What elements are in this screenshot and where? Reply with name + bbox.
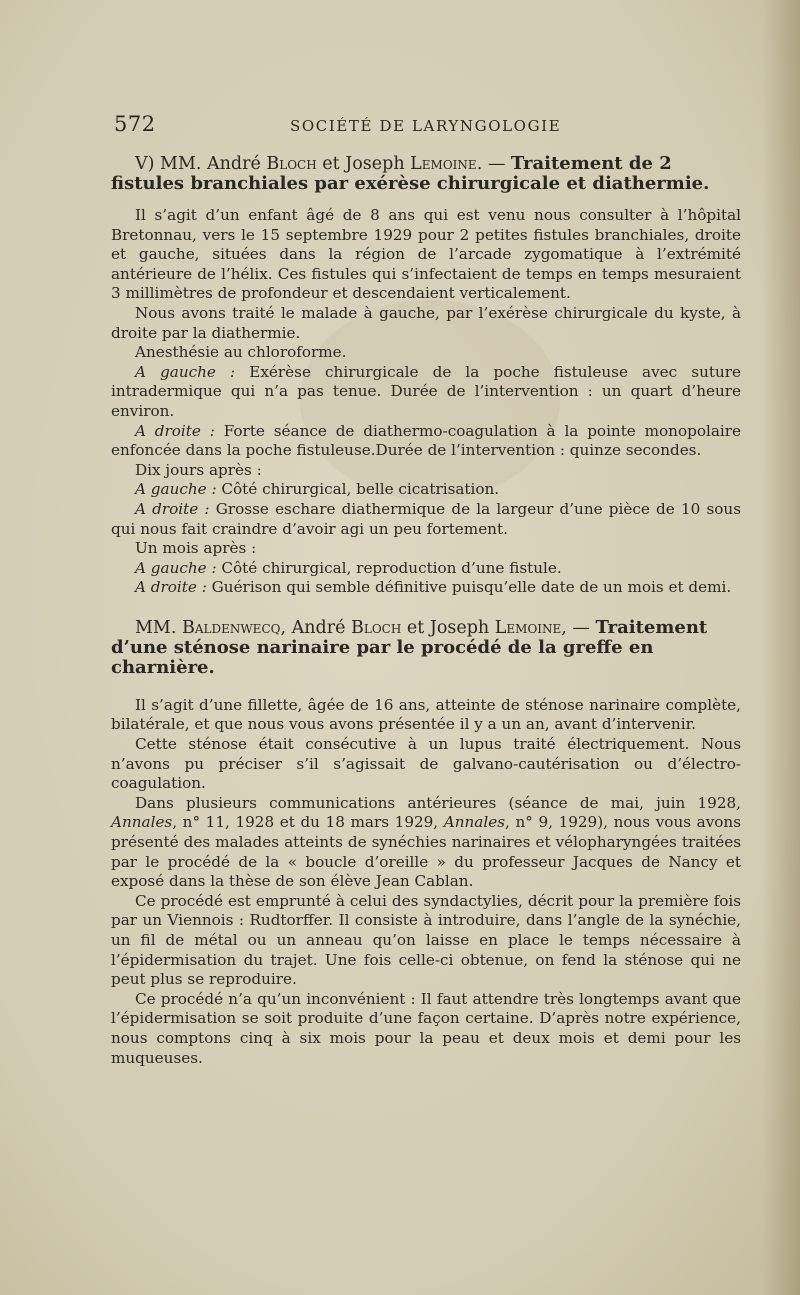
paragraph: Ce procédé n’a qu’un inconvénient : Il faut attendre très longtemps avant que l’épidermisation se soit produite d’une façon certaine. D’après notre expérience, nous comptons cinq à six mois pour la peau et deux mois et demi pour les muqueuses. bbox=[111, 989, 741, 1067]
author-name: Bloch bbox=[266, 154, 317, 174]
paragraph bbox=[111, 206, 741, 304]
side-label: A droite : bbox=[135, 578, 207, 597]
journal-reference: Annales bbox=[111, 813, 173, 832]
article-fistules bbox=[111, 154, 741, 598]
paragraph bbox=[111, 480, 741, 500]
title-connector: et Joseph bbox=[316, 154, 411, 174]
paragraph bbox=[111, 500, 741, 539]
paragraph-text: Anesthésie au chloroforme. bbox=[135, 343, 347, 362]
title-connector: , André bbox=[280, 617, 351, 638]
paragraph-text: Forte séance de diathermo-coagulation à la pointe monopolaire enfoncée dans la poche fistuleuse.Durée de l’intervention : quinze secondes. bbox=[111, 421, 741, 460]
side-label: A gauche : bbox=[135, 362, 236, 381]
paragraph bbox=[111, 422, 741, 461]
side-label: A gauche : bbox=[135, 558, 217, 577]
paragraph: Ce procédé est emprunté à celui des syndactylies, décrit pour la première fois par un Viennois : Rudtorffer. Il consiste à introduire, dans l’angle de la synéchie, un fil de métal ou un anneau qu’on laisse en place le temps nécessaire à l’épidermisation du trajet. Une fois celle-ci obtenue, on fend la sténose qui ne peut plus se reproduire. bbox=[111, 891, 741, 989]
author-name: Baldenwecq bbox=[181, 617, 281, 638]
paragraph-text: Dix jours après : bbox=[135, 460, 262, 479]
title-prefix: MM. bbox=[135, 617, 182, 638]
title-prefix: V) MM. André bbox=[135, 154, 267, 174]
paragraph bbox=[111, 794, 741, 892]
article-stenose bbox=[111, 618, 741, 1068]
article-title bbox=[111, 154, 741, 194]
author-name: Bloch bbox=[351, 617, 402, 638]
article-heading: Traitement d’une sténose narinaire par le procédé de la greffe en charnière. bbox=[111, 616, 708, 678]
author-name: Lemoine bbox=[494, 617, 562, 638]
side-label: A droite : bbox=[135, 421, 215, 440]
article-heading: Traitement de 2 fistules branchiales par exérèse chirurgicale et diathermie. bbox=[111, 153, 710, 194]
title-dash: . — bbox=[476, 154, 511, 174]
article-title bbox=[111, 618, 741, 678]
paragraph-text: Nous avons traité le malade à gauche, par l’exérèse chirurgicale du kyste, à droite par la diathermie. bbox=[111, 303, 741, 342]
side-label: A gauche : bbox=[135, 480, 217, 499]
side-label: A droite : bbox=[135, 499, 210, 518]
page-edge-shadow bbox=[762, 0, 800, 1295]
running-title: SOCIÉTÉ DE LARYNGOLOGIE bbox=[290, 117, 562, 135]
journal-reference: Annales bbox=[443, 813, 505, 832]
page-body bbox=[111, 154, 741, 1068]
page-header bbox=[114, 112, 754, 142]
paragraph-text: Un mois après : bbox=[135, 539, 257, 558]
paragraph-text: Exérèse chirurgicale de la poche fistuleuse avec suture intradermique qui n’a pas tenue. Durée de l’intervention : un quart d’heure environ. bbox=[111, 362, 741, 420]
paragraph-text: Côté chirurgical, belle cicatrisation. bbox=[216, 480, 500, 499]
title-connector: et Joseph bbox=[401, 617, 495, 638]
paragraph bbox=[111, 461, 741, 481]
article-paragraphs bbox=[111, 206, 741, 598]
paragraph-text: Dans plusieurs communications antérieures (séance de mai, juin 1928, bbox=[135, 793, 741, 812]
paragraph bbox=[111, 539, 741, 559]
paragraph-text: Guérison qui semble définitive puisqu’elle date de un mois et demi. bbox=[206, 578, 732, 597]
paragraph-text: , n° 9, 1929), nous vous avons présenté des malades atteints de synéchies narinaires et vélopharyngées traitées par le procédé de la « boucle d’oreille » du professeur Jacques de Nancy et exposé dans la thèse de son élève Jean Cablan. bbox=[111, 813, 741, 891]
paragraph bbox=[111, 559, 741, 579]
paragraph bbox=[111, 363, 741, 422]
paragraph-text: Il s’agit d’un enfant âgé de 8 ans qui est venu nous consulter à l’hôpital Bretonnau, vers le 15 septembre 1929 pour 2 petites fistules branchiales, droite et gauche, situées dans la région de l’arcade zygomatique à l’extrémité antérieure de l’hélix. Ces fistules qui s’infectaient de temps en temps mesuraient 3 millimètres de profondeur et descendaient verticalement. bbox=[111, 206, 741, 303]
paragraph-text: Grosse eschare diathermique de la largeur d’une pièce de 10 sous qui nous fait craindre d’avoir agi un peu fortement. bbox=[111, 499, 741, 538]
author-name: Lemoine bbox=[410, 154, 477, 174]
page-number: 572 bbox=[114, 112, 156, 136]
paragraph: Cette sténose était consécutive à un lupus traité électriquement. Nous n’avons pu préciser s’il s’agissait de galvano-cautérisation ou d’électro-coagulation. bbox=[111, 735, 741, 793]
paragraph: Il s’agit d’une fillette, âgée de 16 ans, atteinte de sténose narinaire complète, bilatérale, et que nous vous avons présentée il y a un an, avant d’intervenir. bbox=[111, 695, 741, 734]
paragraph bbox=[111, 343, 741, 363]
title-dash: , — bbox=[561, 617, 596, 638]
paragraph-text: , n° 11, 1928 et du 18 mars 1929, bbox=[172, 813, 444, 832]
paragraph-text: Côté chirurgical, reproduction d’une fistule. bbox=[216, 558, 562, 577]
paragraph bbox=[111, 578, 741, 598]
paragraph bbox=[111, 304, 741, 343]
